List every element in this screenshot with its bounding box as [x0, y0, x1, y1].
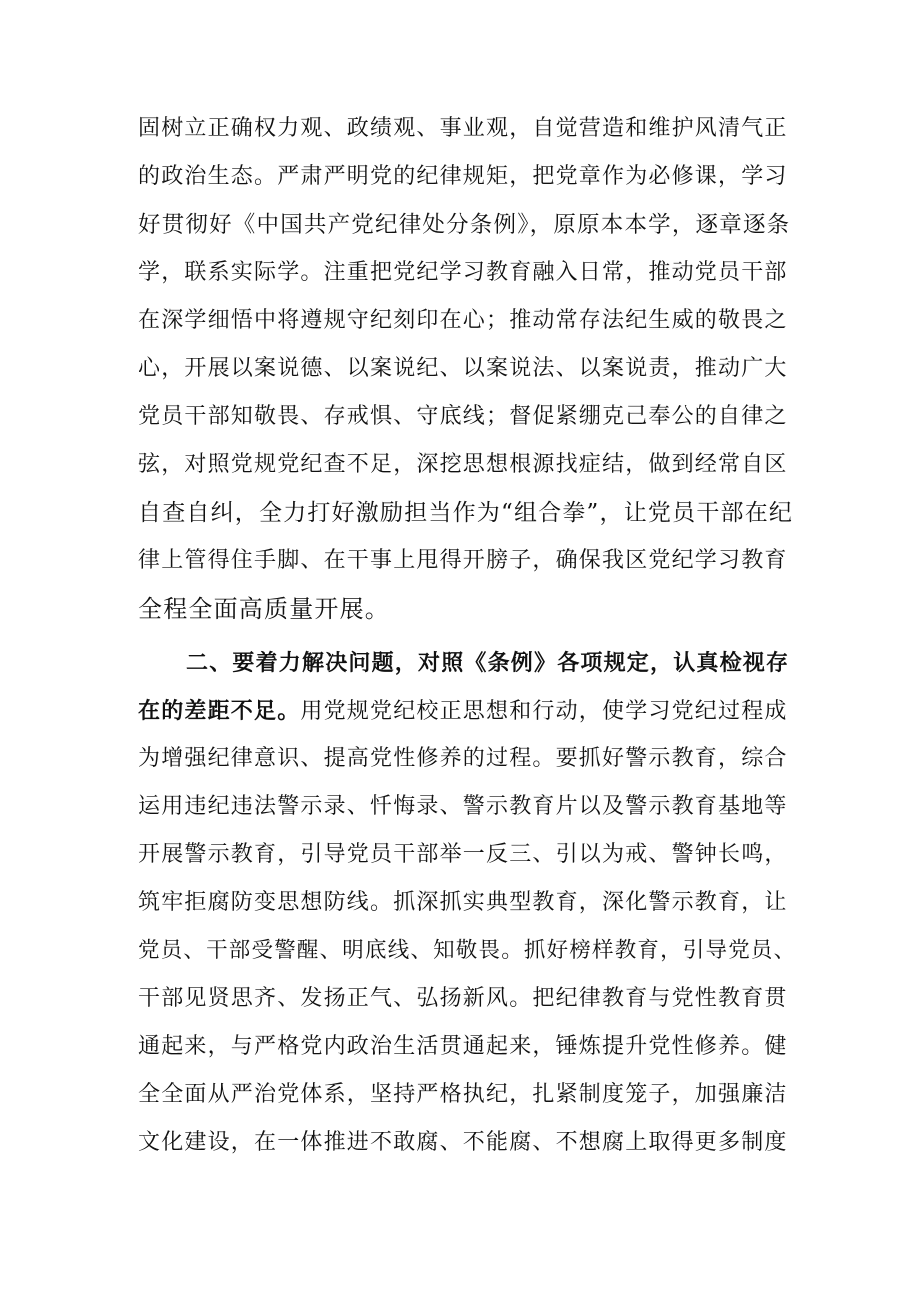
- paragraph-2-line-1: [138, 687, 798, 735]
- section-2-heading-end: 在的差距不足。: [138, 698, 301, 724]
- paragraph-1-line-2: 的政治生态。严肃严明党的纪律规矩，把党章作为必修课，学习: [138, 164, 788, 189]
- paragraph-2-line-7: 干部见贤思齐、发扬正气、弘扬新风。把纪律教育与党性教育贯: [138, 986, 788, 1011]
- paragraph-1-line-4: 学，联系实际学。注重把党纪学习教育融入日常，推动党员干部: [138, 260, 788, 285]
- paragraph-2-line-4: 开展警示教育，引导党员干部举一反三、引以为戒、警钟长鸣，: [138, 842, 788, 867]
- paragraph-2-line-2: 为增强纪律意识、提高党性修养的过程。要抓好警示教育，综合: [138, 746, 788, 771]
- paragraph-1-line-11: 全程全面高质量开展。: [138, 595, 390, 623]
- section-2-heading: 二、要着力解决问题，对照《条例》各项规定，认真检视存: [186, 650, 790, 676]
- paragraph-2-line-1-text: 用党规党纪校正思想和行动，使学习党纪过程成: [300, 699, 788, 724]
- paragraph-1-line-8: 弦，对照党规党纪查不足，深挖思想根源找症结，做到经常自区: [138, 452, 788, 477]
- paragraph-1-line-7: 党员干部知敬畏、存戒惧、守底线；督促紧绷克己奉公的自律之: [138, 404, 788, 429]
- paragraph-1-line-10: 律上管得住手脚、在干事上甩得开膀子，确保我区党纪学习教育: [138, 548, 788, 573]
- paragraph-2-line-9: 全全面从严治党体系，坚持严格执纪，扎紧制度笼子，加强廉洁: [138, 1082, 788, 1107]
- paragraph-2-line-6: 党员、干部受警醒、明底线、知敬畏。抓好榜样教育，引导党员、: [138, 938, 797, 963]
- paragraph-1-line-9: 自查自纠，全力打好激励担当作为“组合拳”，让党员干部在纪: [138, 500, 794, 526]
- paragraph-2-line-10: 文化建设，在一体推进不敢腐、不能腐、不想腐上取得更多制度: [138, 1130, 788, 1155]
- paragraph-2-line-8: 通起来，与严格党内政治生活贯通起来，锤炼提升党性修养。健: [138, 1034, 788, 1059]
- paragraph-1-line-1: 固树立正确权力观、政绩观、事业观，自觉营造和维护风清气正: [138, 116, 788, 141]
- paragraph-2-line-3: 运用违纪违法警示录、忏悔录、警示教育片以及警示教育基地等: [138, 794, 788, 819]
- paragraph-1-line-6: 心，开展以案说德、以案说纪、以案说法、以案说责，推动广大: [138, 356, 788, 381]
- paragraph-2-line-5: 筑牢拒腐防变思想防线。抓深抓实典型教育，深化警示教育，让: [138, 890, 788, 915]
- paragraph-1-line-5: 在深学细悟中将遵规守纪刻印在心；推动常存法纪生威的敬畏之: [138, 308, 788, 333]
- paragraph-1-line-3: 好贯彻好《中国共产党纪律处分条例》，原原本本学，逐章逐条: [138, 212, 791, 238]
